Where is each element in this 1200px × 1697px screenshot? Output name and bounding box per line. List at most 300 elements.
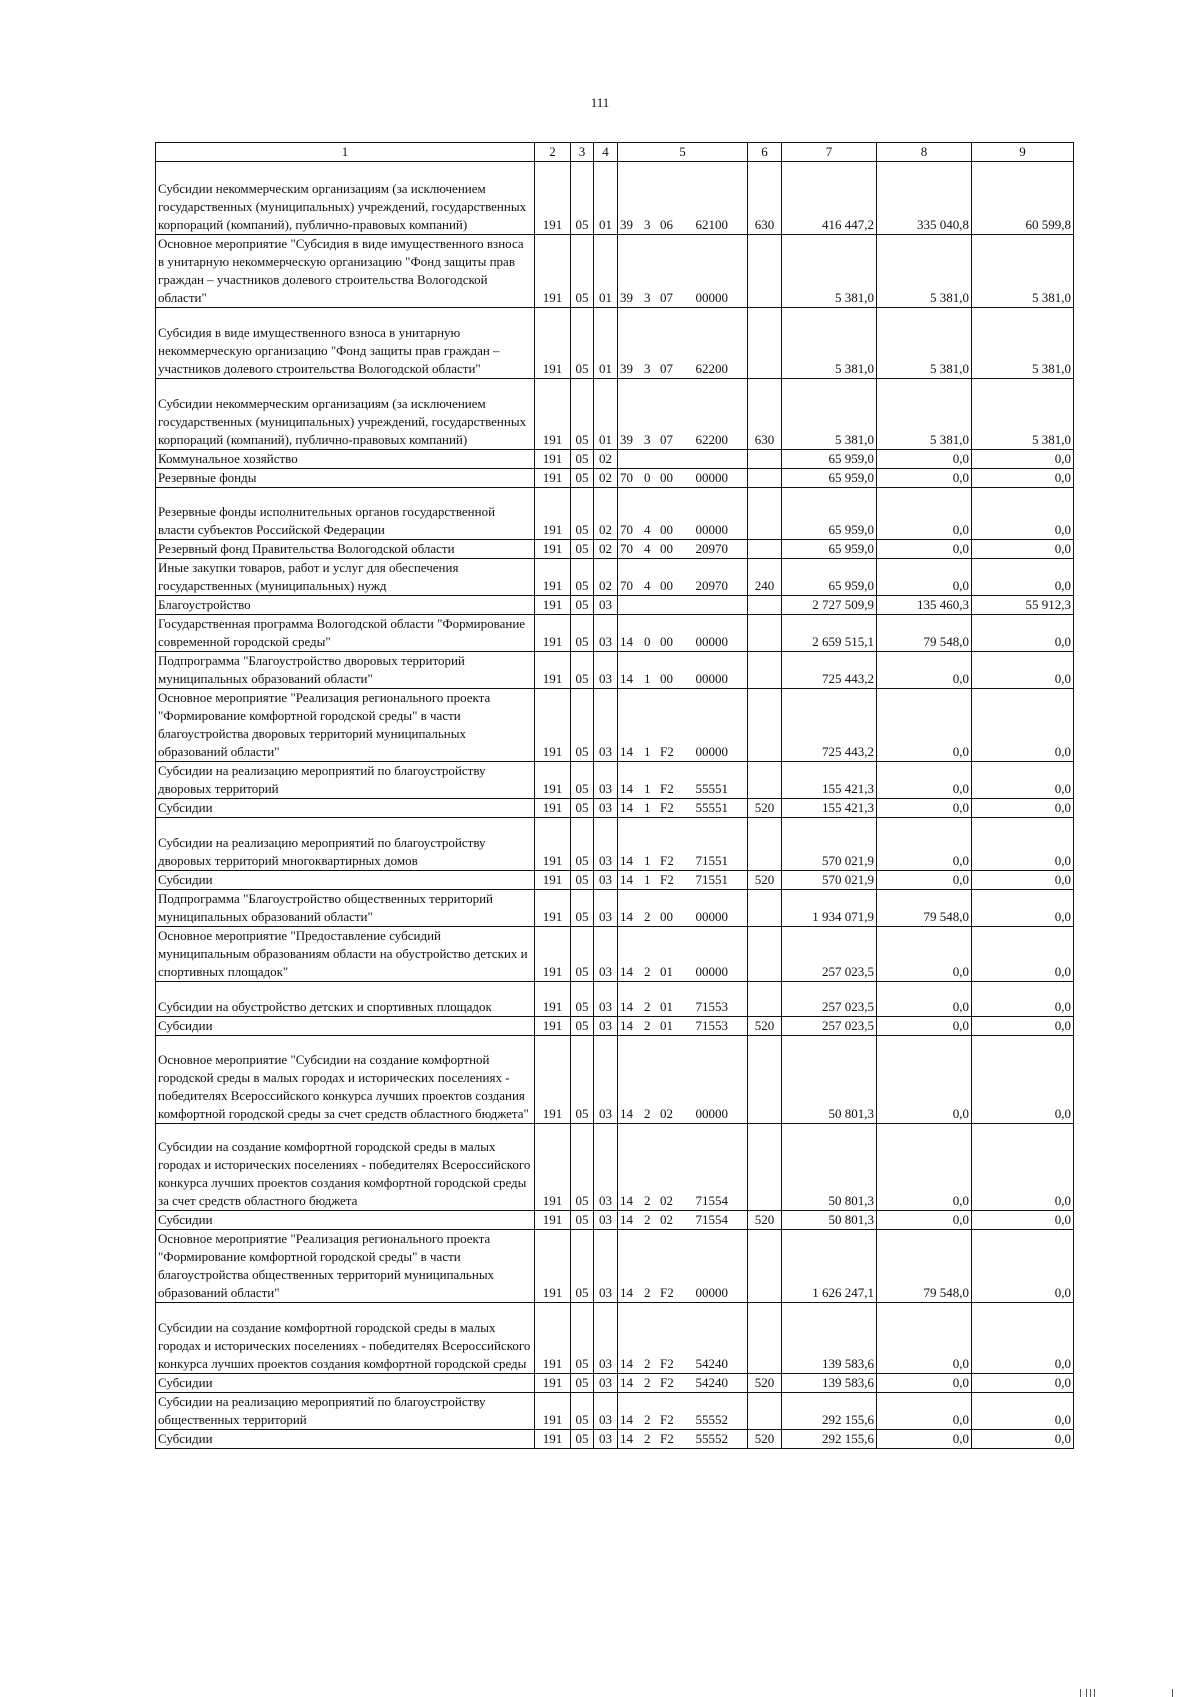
- amount-year1-cell: 725 443,2: [782, 652, 877, 689]
- target-article-part: 4: [644, 578, 651, 593]
- subsection-code-cell: 03: [594, 615, 618, 652]
- row-name-cell: Иные закупки товаров, работ и услуг для обеспечения государственных (муниципальных) нужд: [156, 559, 535, 596]
- target-article-cell: [618, 469, 748, 488]
- section-code-cell: 05: [571, 615, 594, 652]
- target-article-part: 02: [660, 1193, 673, 1208]
- expense-type-cell: [748, 540, 782, 559]
- amount-year1-cell: 65 959,0: [782, 540, 877, 559]
- amount-year3-cell: 5 381,0: [972, 379, 1074, 450]
- row-name-cell: Субсидии на реализацию мероприятий по благоустройству общественных территорий: [156, 1393, 535, 1430]
- target-article-part: 0: [644, 634, 651, 649]
- ministry-code-cell: 191: [535, 890, 571, 927]
- amount-year2-cell: 0,0: [877, 1430, 972, 1449]
- section-code-cell: 05: [571, 1230, 594, 1303]
- row-name-cell: Субсидии на создание комфортной городской среды в малых городах и исторических поселениях - победителях Всероссийского конкурса лучших проектов создания комфортной городской среды: [156, 1303, 535, 1374]
- target-article-part: 55552: [695, 1431, 728, 1446]
- target-article-part: 14: [620, 853, 633, 868]
- expense-type-cell: 520: [748, 799, 782, 818]
- amount-year2-cell: 0,0: [877, 1036, 972, 1124]
- target-article-part: 62200: [695, 361, 728, 376]
- ministry-code-cell: 191: [535, 450, 571, 469]
- target-article-part: 14: [620, 744, 633, 759]
- amount-year3-cell: 5 381,0: [972, 308, 1074, 379]
- ministry-code-cell: 191: [535, 1211, 571, 1230]
- table-row: [156, 1124, 1074, 1211]
- target-article-part: 70: [620, 578, 633, 593]
- target-article-part: 4: [644, 541, 651, 556]
- target-article-cell: [618, 1017, 748, 1036]
- amount-year1-cell: 725 443,2: [782, 689, 877, 762]
- amount-year2-cell: 0,0: [877, 689, 972, 762]
- target-article-part: 1: [644, 800, 651, 815]
- ministry-code-cell: 191: [535, 1303, 571, 1374]
- header-cell: 5: [618, 143, 748, 162]
- amount-year2-cell: 135 460,3: [877, 596, 972, 615]
- expense-type-cell: 630: [748, 379, 782, 450]
- row-name-cell: Благоустройство: [156, 596, 535, 615]
- amount-year3-cell: 0,0: [972, 1393, 1074, 1430]
- target-article-part: 07: [660, 361, 673, 376]
- target-article-part: 14: [620, 1106, 633, 1121]
- section-code-cell: 05: [571, 890, 594, 927]
- target-article-part: F2: [660, 1375, 674, 1390]
- target-article-part: 3: [644, 361, 651, 376]
- target-article-part: 14: [620, 1412, 633, 1427]
- target-article-part: 2: [644, 1212, 651, 1227]
- table-row: [156, 1393, 1074, 1430]
- target-article-part: 14: [620, 781, 633, 796]
- section-code-cell: 05: [571, 871, 594, 890]
- row-name-cell: Резервные фонды: [156, 469, 535, 488]
- subsection-code-cell: 02: [594, 540, 618, 559]
- subsection-code-cell: 03: [594, 1211, 618, 1230]
- amount-year1-cell: 50 801,3: [782, 1211, 877, 1230]
- target-article-part: 54240: [695, 1375, 728, 1390]
- amount-year3-cell: 60 599,8: [972, 162, 1074, 235]
- target-article-part: 00000: [695, 744, 728, 759]
- target-article-part: 01: [660, 964, 673, 979]
- table-row: [156, 927, 1074, 982]
- amount-year3-cell: 0,0: [972, 799, 1074, 818]
- ministry-code-cell: 191: [535, 308, 571, 379]
- table-row: [156, 890, 1074, 927]
- target-article-part: 00: [660, 909, 673, 924]
- row-name-cell: Субсидии: [156, 871, 535, 890]
- subsection-code-cell: 03: [594, 871, 618, 890]
- target-article-part: 14: [620, 999, 633, 1014]
- expense-type-cell: [748, 982, 782, 1017]
- amount-year1-cell: 257 023,5: [782, 927, 877, 982]
- table-row: [156, 652, 1074, 689]
- amount-year3-cell: 0,0: [972, 927, 1074, 982]
- row-name-cell: Государственная программа Вологодской области "Формирование современной городской среды": [156, 615, 535, 652]
- target-article-part: 55552: [695, 1412, 728, 1427]
- target-article-cell: [618, 1303, 748, 1374]
- section-code-cell: 05: [571, 652, 594, 689]
- target-article-part: 02: [660, 1106, 673, 1121]
- amount-year1-cell: 257 023,5: [782, 982, 877, 1017]
- table-row: [156, 1036, 1074, 1124]
- amount-year1-cell: 2 659 515,1: [782, 615, 877, 652]
- amount-year1-cell: 292 155,6: [782, 1430, 877, 1449]
- target-article-part: 70: [620, 470, 633, 485]
- header-cell: 1: [156, 143, 535, 162]
- target-article-part: F2: [660, 1356, 674, 1371]
- target-article-part: 39: [620, 290, 633, 305]
- table-row: [156, 540, 1074, 559]
- target-article-part: F2: [660, 800, 674, 815]
- target-article-part: 14: [620, 671, 633, 686]
- table-row: [156, 799, 1074, 818]
- subsection-code-cell: 03: [594, 1393, 618, 1430]
- target-article-part: 14: [620, 872, 633, 887]
- amount-year1-cell: 65 959,0: [782, 488, 877, 540]
- subsection-code-cell: 01: [594, 162, 618, 235]
- table-row: [156, 1230, 1074, 1303]
- target-article-cell: [618, 379, 748, 450]
- target-article-part: 07: [660, 432, 673, 447]
- table-row: [156, 308, 1074, 379]
- ministry-code-cell: 191: [535, 927, 571, 982]
- row-name-cell: Основное мероприятие "Реализация регионального проекта "Формирование комфортной городской среды" в части благоустройства общественных территорий муниципальных образований области": [156, 1230, 535, 1303]
- section-code-cell: 05: [571, 1124, 594, 1211]
- target-article-part: 1: [644, 853, 651, 868]
- row-name-cell: Субсидия в виде имущественного взноса в унитарную некоммерческую организацию "Фонд защиты прав граждан – участников долевого строительства Вологодской области": [156, 308, 535, 379]
- target-article-part: 00000: [695, 964, 728, 979]
- row-name-cell: Основное мероприятие "Реализация регионального проекта "Формирование комфортной городской среды" в части благоустройства дворовых территорий муниципальных образований области": [156, 689, 535, 762]
- target-article-part: 2: [644, 1356, 651, 1371]
- amount-year2-cell: 79 548,0: [877, 1230, 972, 1303]
- ministry-code-cell: 191: [535, 1374, 571, 1393]
- section-code-cell: 05: [571, 308, 594, 379]
- amount-year3-cell: 0,0: [972, 1017, 1074, 1036]
- subsection-code-cell: 02: [594, 488, 618, 540]
- target-article-cell: [618, 762, 748, 799]
- expense-type-cell: [748, 890, 782, 927]
- amount-year3-cell: 0,0: [972, 890, 1074, 927]
- ministry-code-cell: 191: [535, 540, 571, 559]
- target-article-part: 14: [620, 800, 633, 815]
- amount-year2-cell: 0,0: [877, 1124, 972, 1211]
- table-row: [156, 379, 1074, 450]
- expense-type-cell: 520: [748, 1374, 782, 1393]
- target-article-part: F2: [660, 1285, 674, 1300]
- amount-year1-cell: 570 021,9: [782, 818, 877, 871]
- subsection-code-cell: 03: [594, 652, 618, 689]
- amount-year3-cell: 0,0: [972, 559, 1074, 596]
- target-article-part: 00: [660, 470, 673, 485]
- target-article-part: 14: [620, 964, 633, 979]
- subsection-code-cell: 02: [594, 450, 618, 469]
- header-cell: 9: [972, 143, 1074, 162]
- target-article-part: F2: [660, 1431, 674, 1446]
- ministry-code-cell: 191: [535, 1393, 571, 1430]
- amount-year1-cell: 65 959,0: [782, 450, 877, 469]
- header-cell: 6: [748, 143, 782, 162]
- expense-type-cell: 520: [748, 871, 782, 890]
- expense-type-cell: [748, 1303, 782, 1374]
- amount-year3-cell: 0,0: [972, 1124, 1074, 1211]
- table-row: [156, 235, 1074, 308]
- target-article-part: 14: [620, 634, 633, 649]
- row-name-cell: Коммунальное хозяйство: [156, 450, 535, 469]
- target-article-part: 00: [660, 522, 673, 537]
- expense-type-cell: [748, 1036, 782, 1124]
- target-article-cell: [618, 1393, 748, 1430]
- section-code-cell: 05: [571, 1036, 594, 1124]
- subsection-code-cell: 03: [594, 818, 618, 871]
- amount-year3-cell: 5 381,0: [972, 235, 1074, 308]
- row-name-cell: Субсидии на обустройство детских и спортивных площадок: [156, 982, 535, 1017]
- subsection-code-cell: 03: [594, 799, 618, 818]
- ministry-code-cell: 191: [535, 652, 571, 689]
- subsection-code-cell: 03: [594, 762, 618, 799]
- amount-year1-cell: 1 934 071,9: [782, 890, 877, 927]
- target-article-part: 06: [660, 217, 673, 232]
- expense-type-cell: [748, 762, 782, 799]
- target-article-part: 14: [620, 1375, 633, 1390]
- target-article-part: 00: [660, 578, 673, 593]
- ministry-code-cell: 191: [535, 871, 571, 890]
- target-article-part: 54240: [695, 1356, 728, 1371]
- target-article-cell: [618, 615, 748, 652]
- target-article-part: 00: [660, 671, 673, 686]
- amount-year2-cell: 0,0: [877, 450, 972, 469]
- expense-type-cell: [748, 235, 782, 308]
- subsection-code-cell: 01: [594, 379, 618, 450]
- ministry-code-cell: 191: [535, 469, 571, 488]
- row-name-cell: Резервный фонд Правительства Вологодской области: [156, 540, 535, 559]
- expense-type-cell: [748, 596, 782, 615]
- target-article-cell: [618, 1374, 748, 1393]
- table-row: [156, 689, 1074, 762]
- expense-type-cell: [748, 927, 782, 982]
- amount-year2-cell: 0,0: [877, 540, 972, 559]
- table-row: [156, 450, 1074, 469]
- table-row: [156, 162, 1074, 235]
- target-article-part: 14: [620, 909, 633, 924]
- target-article-part: F2: [660, 744, 674, 759]
- section-code-cell: 05: [571, 162, 594, 235]
- subsection-code-cell: 03: [594, 1017, 618, 1036]
- target-article-part: 39: [620, 361, 633, 376]
- target-article-cell: [618, 162, 748, 235]
- subsection-code-cell: 03: [594, 890, 618, 927]
- target-article-part: 71553: [695, 999, 728, 1014]
- amount-year2-cell: 0,0: [877, 1017, 972, 1036]
- target-article-part: 71551: [695, 853, 728, 868]
- section-code-cell: 05: [571, 1393, 594, 1430]
- target-article-part: 3: [644, 290, 651, 305]
- amount-year3-cell: 0,0: [972, 652, 1074, 689]
- target-article-part: 00000: [695, 290, 728, 305]
- amount-year1-cell: 2 727 509,9: [782, 596, 877, 615]
- target-article-part: 07: [660, 290, 673, 305]
- target-article-part: 2: [644, 964, 651, 979]
- amount-year2-cell: 0,0: [877, 871, 972, 890]
- target-article-part: 39: [620, 432, 633, 447]
- ministry-code-cell: 191: [535, 1036, 571, 1124]
- table-row: [156, 615, 1074, 652]
- section-code-cell: 05: [571, 1303, 594, 1374]
- section-code-cell: 05: [571, 1211, 594, 1230]
- expense-type-cell: 520: [748, 1430, 782, 1449]
- row-name-cell: Субсидии: [156, 1211, 535, 1230]
- target-article-cell: [618, 1430, 748, 1449]
- section-code-cell: 05: [571, 469, 594, 488]
- section-code-cell: 05: [571, 689, 594, 762]
- expense-type-cell: [748, 488, 782, 540]
- target-article-part: 2: [644, 999, 651, 1014]
- amount-year3-cell: 0,0: [972, 982, 1074, 1017]
- amount-year3-cell: 0,0: [972, 1303, 1074, 1374]
- target-article-part: 2: [644, 1431, 651, 1446]
- amount-year2-cell: 0,0: [877, 1393, 972, 1430]
- row-name-cell: Резервные фонды исполнительных органов государственной власти субъектов Российской Федерации: [156, 488, 535, 540]
- section-code-cell: 05: [571, 379, 594, 450]
- subsection-code-cell: 03: [594, 1124, 618, 1211]
- target-article-cell: [618, 450, 748, 469]
- target-article-part: 00: [660, 634, 673, 649]
- amount-year2-cell: 0,0: [877, 652, 972, 689]
- target-article-part: 1: [644, 744, 651, 759]
- amount-year2-cell: 0,0: [877, 1374, 972, 1393]
- target-article-part: 01: [660, 999, 673, 1014]
- target-article-part: 39: [620, 217, 633, 232]
- amount-year1-cell: 292 155,6: [782, 1393, 877, 1430]
- row-name-cell: Основное мероприятие "Предоставление субсидий муниципальным образованиям области на обустройство детских и спортивных площадок": [156, 927, 535, 982]
- target-article-part: 20970: [695, 541, 728, 556]
- expense-type-cell: [748, 689, 782, 762]
- ministry-code-cell: 191: [535, 818, 571, 871]
- ministry-code-cell: 191: [535, 1124, 571, 1211]
- target-article-part: 55551: [695, 781, 728, 796]
- expense-type-cell: [748, 450, 782, 469]
- amount-year1-cell: 155 421,3: [782, 799, 877, 818]
- table-row: [156, 1374, 1074, 1393]
- subsection-code-cell: 03: [594, 1230, 618, 1303]
- amount-year2-cell: 5 381,0: [877, 379, 972, 450]
- amount-year3-cell: 0,0: [972, 469, 1074, 488]
- amount-year1-cell: 257 023,5: [782, 1017, 877, 1036]
- section-code-cell: 05: [571, 927, 594, 982]
- ministry-code-cell: 191: [535, 559, 571, 596]
- row-name-cell: Субсидии некоммерческим организациям (за исключением государственных (муниципальных) учреждений, государственных корпораций (компаний), публично-правовых компаний): [156, 379, 535, 450]
- target-article-part: 0: [644, 470, 651, 485]
- target-article-cell: [618, 652, 748, 689]
- target-article-part: 00000: [695, 1106, 728, 1121]
- target-article-part: 2: [644, 1018, 651, 1033]
- target-article-cell: [618, 308, 748, 379]
- row-name-cell: Субсидии: [156, 1374, 535, 1393]
- table-row: [156, 762, 1074, 799]
- section-code-cell: 05: [571, 1430, 594, 1449]
- target-article-part: 1: [644, 872, 651, 887]
- expense-type-cell: [748, 1124, 782, 1211]
- amount-year2-cell: 79 548,0: [877, 615, 972, 652]
- table-row: [156, 1017, 1074, 1036]
- ministry-code-cell: 191: [535, 689, 571, 762]
- expense-type-cell: [748, 1393, 782, 1430]
- table-row: [156, 1430, 1074, 1449]
- amount-year1-cell: 65 959,0: [782, 559, 877, 596]
- amount-year3-cell: 0,0: [972, 1230, 1074, 1303]
- target-article-part: 2: [644, 1375, 651, 1390]
- amount-year3-cell: 0,0: [972, 1374, 1074, 1393]
- target-article-part: 2: [644, 1106, 651, 1121]
- header-cell: 2: [535, 143, 571, 162]
- section-code-cell: 05: [571, 762, 594, 799]
- section-code-cell: 05: [571, 1017, 594, 1036]
- section-code-cell: 05: [571, 982, 594, 1017]
- amount-year3-cell: 0,0: [972, 689, 1074, 762]
- section-code-cell: 05: [571, 235, 594, 308]
- target-article-cell: [618, 596, 748, 615]
- target-article-cell: [618, 818, 748, 871]
- target-article-part: 14: [620, 1356, 633, 1371]
- amount-year1-cell: 5 381,0: [782, 235, 877, 308]
- amount-year3-cell: 0,0: [972, 1211, 1074, 1230]
- table-row: [156, 1211, 1074, 1230]
- subsection-code-cell: 01: [594, 235, 618, 308]
- target-article-part: 2: [644, 1193, 651, 1208]
- row-name-cell: Субсидии на создание комфортной городской среды в малых городах и исторических поселениях - победителях Всероссийского конкурса лучших проектов создания комфортной городской среды за счет средств областного бюджета: [156, 1124, 535, 1211]
- amount-year1-cell: 139 583,6: [782, 1303, 877, 1374]
- expense-type-cell: [748, 818, 782, 871]
- row-name-cell: Субсидии: [156, 1430, 535, 1449]
- target-article-part: 14: [620, 1212, 633, 1227]
- target-article-part: 62100: [695, 217, 728, 232]
- expense-type-cell: [748, 308, 782, 379]
- target-article-part: 14: [620, 1285, 633, 1300]
- target-article-part: 00: [660, 541, 673, 556]
- section-code-cell: 05: [571, 818, 594, 871]
- row-name-cell: Субсидии на реализацию мероприятий по благоустройству дворовых территорий: [156, 762, 535, 799]
- header-row: [156, 143, 1074, 162]
- target-article-part: 00000: [695, 671, 728, 686]
- row-name-cell: Подпрограмма "Благоустройство дворовых территорий муниципальных образований области": [156, 652, 535, 689]
- ministry-code-cell: 191: [535, 1430, 571, 1449]
- section-code-cell: 05: [571, 559, 594, 596]
- target-article-part: 14: [620, 1193, 633, 1208]
- header-cell: 3: [571, 143, 594, 162]
- section-code-cell: 05: [571, 1374, 594, 1393]
- amount-year1-cell: 155 421,3: [782, 762, 877, 799]
- table-row: [156, 469, 1074, 488]
- amount-year2-cell: 0,0: [877, 559, 972, 596]
- amount-year3-cell: 55 912,3: [972, 596, 1074, 615]
- amount-year2-cell: 335 040,8: [877, 162, 972, 235]
- ministry-code-cell: 191: [535, 488, 571, 540]
- amount-year3-cell: 0,0: [972, 450, 1074, 469]
- target-article-part: 1: [644, 781, 651, 796]
- amount-year1-cell: 416 447,2: [782, 162, 877, 235]
- ministry-code-cell: 191: [535, 615, 571, 652]
- section-code-cell: 05: [571, 540, 594, 559]
- target-article-part: 20970: [695, 578, 728, 593]
- expense-type-cell: 520: [748, 1017, 782, 1036]
- target-article-part: 02: [660, 1212, 673, 1227]
- section-code-cell: 05: [571, 799, 594, 818]
- subsection-code-cell: 02: [594, 469, 618, 488]
- expense-type-cell: 520: [748, 1211, 782, 1230]
- amount-year3-cell: 0,0: [972, 818, 1074, 871]
- target-article-part: 2: [644, 909, 651, 924]
- row-name-cell: Субсидии: [156, 799, 535, 818]
- target-article-part: 62200: [695, 432, 728, 447]
- ministry-code-cell: 191: [535, 235, 571, 308]
- header-cell: 7: [782, 143, 877, 162]
